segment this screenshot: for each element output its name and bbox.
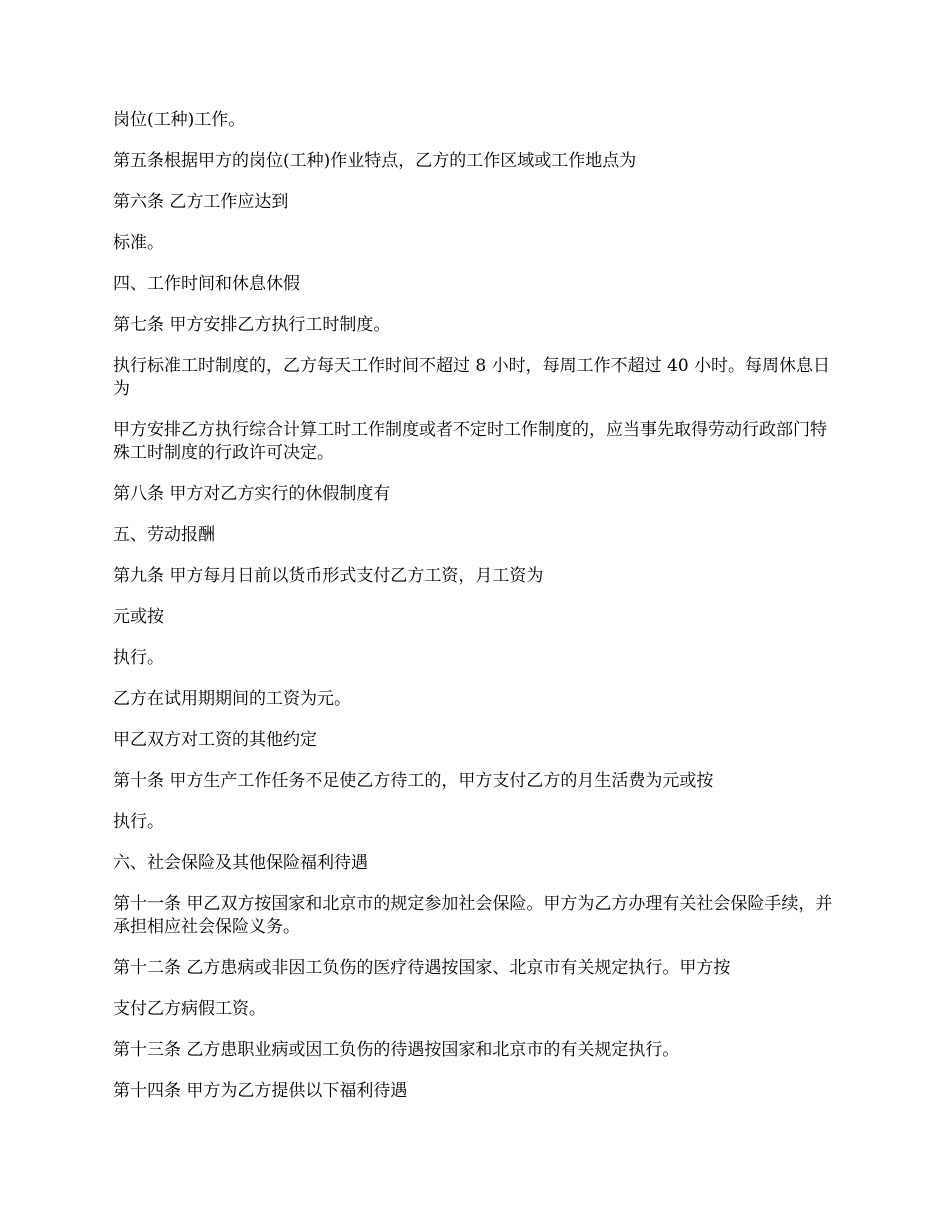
paragraph-8: 甲方安排乙方执行综合计算工时工作制度或者不定时工作制度的，应当事先取得劳动行政部门特殊工时制度的行政许可决定。	[113, 420, 827, 463]
paragraph-20: 第十二条 乙方患病或非因工负伤的医疗待遇按国家、北京市有关规定执行。甲方按	[113, 958, 731, 978]
section-heading-6: 六、社会保险及其他保险福利待遇	[113, 853, 368, 873]
paragraph-14: 乙方在试用期期间的工资为元。	[113, 689, 351, 709]
paragraph-6: 第七条 甲方安排乙方执行工时制度。	[113, 315, 391, 335]
paragraph-22: 第十三条 乙方患职业病或因工负伤的待遇按国家和北京市的有关规定执行。	[113, 1040, 680, 1060]
paragraph-21: 支付乙方病假工资。	[113, 999, 266, 1019]
paragraph-16: 第十条 甲方生产工作任务不足使乙方待工的，甲方支付乙方的月生活费为元或按	[113, 771, 714, 791]
section-heading-5: 五、劳动报酬	[113, 525, 215, 545]
paragraph-19: 第十一条 甲乙双方按国家和北京市的规定参加社会保险。甲方为乙方办理有关社会保险手续，并承担相应社会保险义务。	[113, 894, 833, 937]
paragraph-4: 标准。	[113, 233, 164, 253]
paragraph-7: 执行标准工时制度的，乙方每天工作时间不超过 8 小时，每周工作不超过 40 小时。每周休息日为	[113, 356, 831, 399]
paragraph-2: 第五条根据甲方的岗位(工种)作业特点，乙方的工作区域或工作地点为	[113, 151, 637, 171]
paragraph-9: 第八条 甲方对乙方实行的休假制度有	[113, 484, 391, 504]
section-heading-4: 四、工作时间和休息休假	[113, 274, 300, 294]
paragraph-1: 岗位(工种)工作。	[113, 110, 246, 130]
document-body	[113, 109, 843, 1103]
paragraph-11: 第九条 甲方每月日前以货币形式支付乙方工资，月工资为	[113, 566, 544, 586]
paragraph-23: 第十四条 甲方为乙方提供以下福利待遇	[113, 1081, 408, 1101]
paragraph-3: 第六条 乙方工作应达到	[113, 192, 289, 212]
paragraph-17: 执行。	[113, 812, 164, 832]
paragraph-15: 甲乙双方对工资的其他约定	[113, 730, 317, 750]
paragraph-13: 执行。	[113, 648, 164, 668]
paragraph-12: 元或按	[113, 607, 164, 627]
